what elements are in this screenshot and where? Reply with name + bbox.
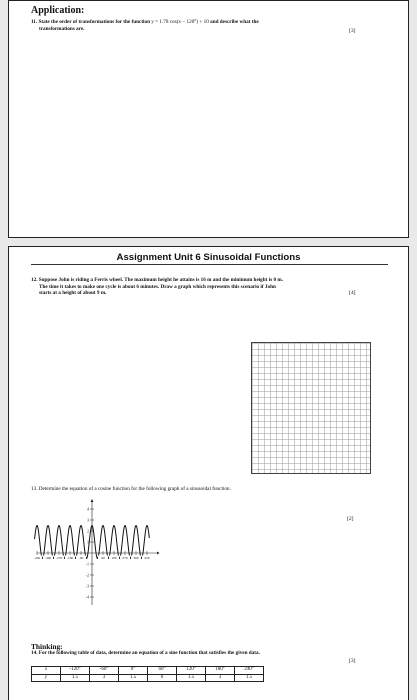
table-row-y (32, 674, 264, 682)
y-cell: 0 (148, 674, 177, 682)
q11-formula: y = 1.78 cos(x − 120°) + 10 (151, 19, 209, 25)
x-cell: -120° (61, 667, 90, 675)
sinusoidal-graph (35, 497, 160, 609)
y-tick-label: 1 (87, 539, 89, 545)
thinking-heading: Thinking: (31, 642, 63, 651)
x-axis-arrow (157, 552, 160, 555)
page-assignment (8, 246, 409, 700)
y-tick-label: 2 (87, 528, 89, 534)
data-table (31, 666, 264, 682)
title-divider (31, 264, 388, 265)
x-tick-label: 90 (101, 555, 105, 560)
x-tick-label: 270 (122, 555, 128, 560)
y-axis-arrow (91, 499, 94, 502)
application-heading: Application: (31, 5, 85, 16)
y-tick-label: -4 (85, 594, 89, 600)
x-cell: 120° (177, 667, 206, 675)
x-cell: 180° (206, 667, 235, 675)
y-tick-label: 3 (87, 517, 89, 523)
y-cell: 1.5 (61, 674, 90, 682)
q11-text: 11. State the order of transformations for the function (31, 19, 150, 25)
x-label: x (32, 667, 61, 675)
x-tick-label: -360 (44, 555, 52, 560)
question-11 (31, 19, 401, 32)
x-tick-label: -90 (78, 555, 84, 560)
y-cell: 3 (206, 674, 235, 682)
x-tick-label: 360 (133, 555, 139, 560)
q12-line2: The time it takes to make one cycle is about 6 minutes. Draw a graph which represents this scenario if John (39, 283, 276, 290)
q11-text-line2: transformations are. (39, 25, 85, 32)
x-tick-label: -270 (55, 555, 63, 560)
y-label: y (32, 674, 61, 682)
y-tick-label: -2 (85, 572, 89, 578)
q14-marks: [3] (349, 658, 356, 664)
y-tick-label: -1 (85, 561, 89, 567)
blank-graph-grid[interactable] (251, 342, 371, 474)
q12-line1: 12. Suppose John is riding a Ferris wheel. The maximum height he attains is 16 m and the minimum height is 0 m. (31, 277, 283, 283)
x-tick-label: -180 (66, 555, 74, 560)
x-cell: 60° (148, 667, 177, 675)
q11-marks: [3] (349, 28, 356, 34)
q11-text-end: and describe what the (210, 19, 259, 25)
x-tick-label: -450 (33, 555, 41, 560)
q12-marks: [4] (349, 290, 356, 296)
question-13: 13. Determine the equation of a cosine function for the following graph of a sinusoidal function. (31, 486, 231, 492)
x-cell: -60° (90, 667, 119, 675)
question-12 (31, 277, 391, 297)
question-14: 14. For the following table of data, determine an equation of a sine function that satisfies the given data. (31, 650, 260, 656)
x-tick-label: 180 (111, 555, 117, 560)
x-cell: 240° (235, 667, 264, 675)
q13-marks: [2] (347, 516, 354, 522)
y-cell: 3 (90, 674, 119, 682)
x-cell: 0° (119, 667, 148, 675)
page-application (8, 0, 409, 238)
y-tick-label: 4 (87, 506, 89, 512)
y-cell: 1.5 (119, 674, 148, 682)
assignment-title: Assignment Unit 6 Sinusoidal Functions (116, 252, 301, 263)
x-tick-label: 450 (144, 555, 150, 560)
y-tick-label: -3 (85, 583, 89, 589)
q12-line3: starts at a height of about 9 m. (39, 290, 107, 297)
table-row-x (32, 667, 264, 675)
y-cell: 1.5 (235, 674, 264, 682)
y-cell: 1.5 (177, 674, 206, 682)
